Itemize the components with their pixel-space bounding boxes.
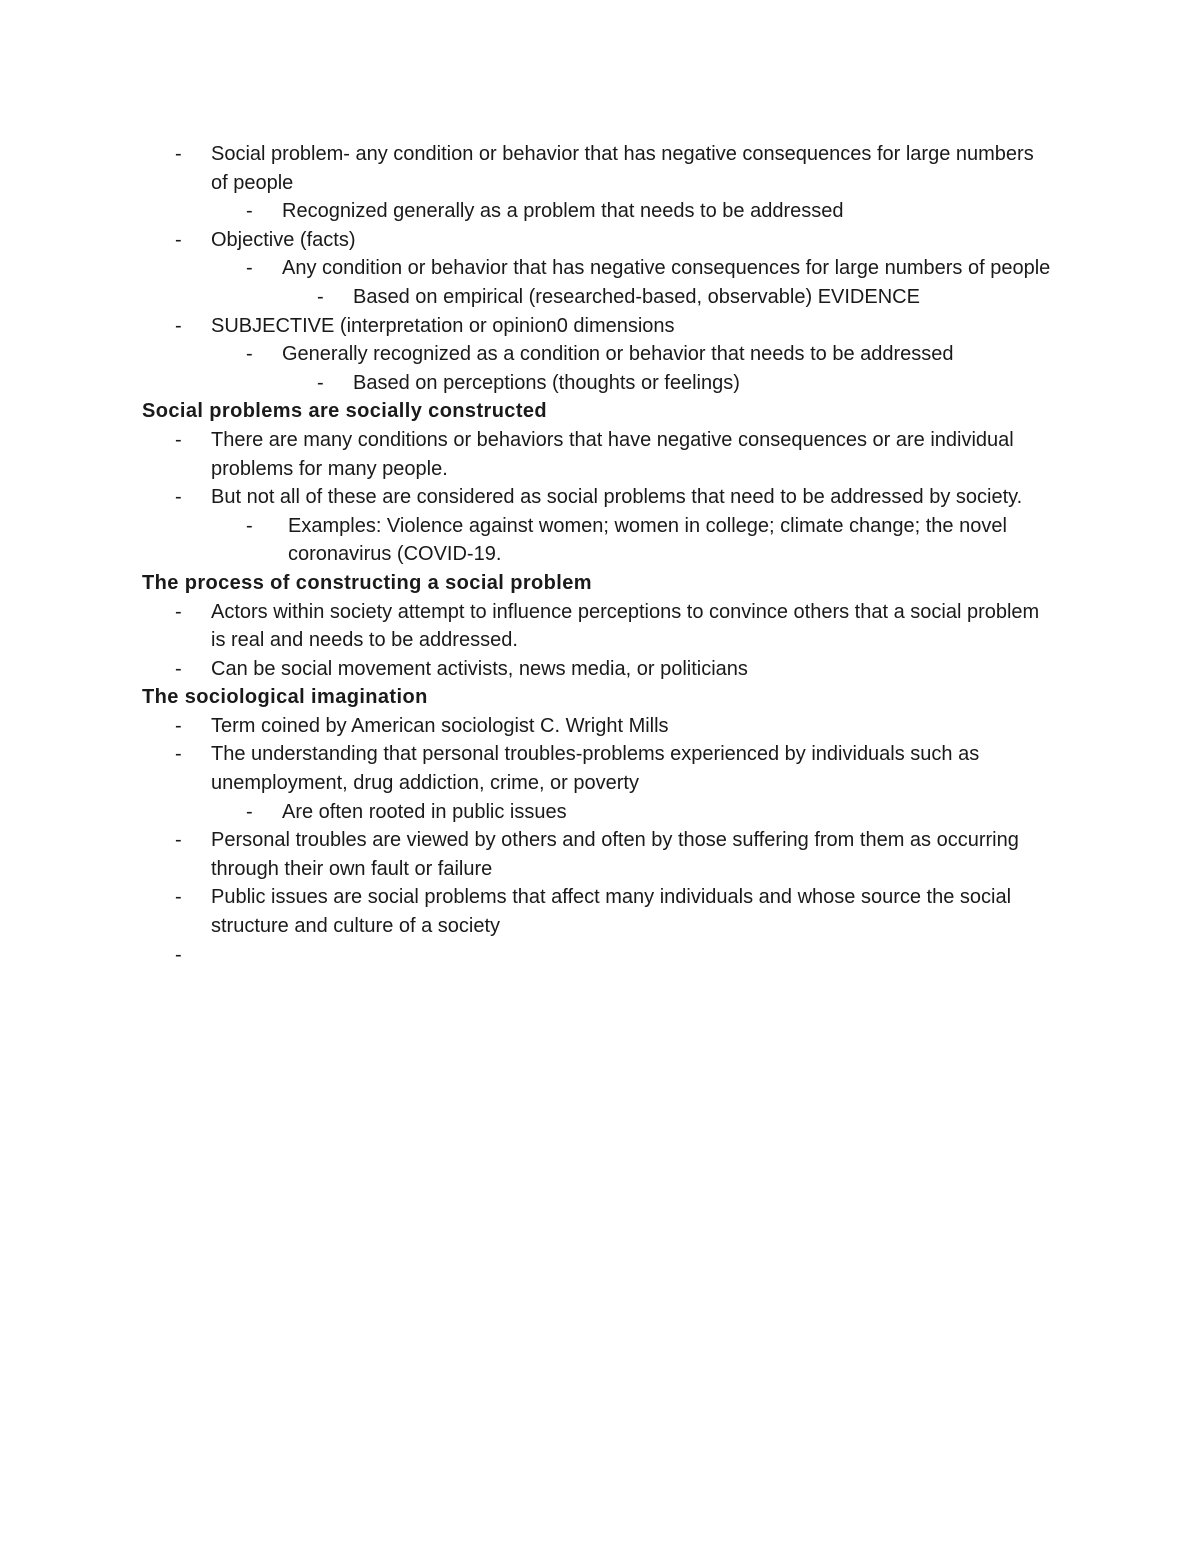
bullet-dash: - (175, 943, 182, 966)
section-heading: The process of constructing a social problem (142, 571, 592, 594)
list-item-text: Examples: Violence against women; women in college; climate change; the novel coronavirus (COVID-19. (288, 514, 1007, 566)
list-item-text: Are often rooted in public issues (282, 800, 567, 823)
list-item-text: Public issues are social problems that affect many individuals and whose source the social structure and culture of a society (211, 886, 1012, 938)
bullet-dash: - (175, 143, 182, 165)
bullet-dash: - (175, 428, 182, 451)
list-item (142, 254, 1052, 283)
list-item-text: Social problem- any condition or behavior that has negative consequences for large numbers of people (211, 143, 1034, 194)
bullet-dash: - (175, 886, 182, 909)
list-item (142, 512, 1052, 569)
list-item (142, 798, 1052, 827)
section-heading: The sociological imagination (142, 686, 428, 709)
list-item-text: Based on perceptions (thoughts or feelings) (353, 371, 740, 394)
list-item-text: Recognized generally as a problem that needs to be addressed (282, 200, 844, 223)
list-item (142, 655, 1052, 684)
list-item (142, 826, 1052, 883)
bullet-dash: - (175, 657, 182, 680)
list-item (142, 340, 1052, 369)
bullet-dash: - (246, 343, 253, 366)
list-item (142, 312, 1052, 341)
section-heading: Social problems are socially constructed (142, 400, 548, 423)
list-item (142, 140, 1052, 197)
list-item (142, 740, 1052, 797)
list-item-text: The understanding that personal troubles-problems experienced by individuals such as unemployment, drug addiction, crime, or poverty (211, 743, 980, 795)
list-item (142, 426, 1052, 483)
bullet-dash: - (175, 600, 182, 623)
list-item (142, 483, 1052, 512)
list-item-text: Personal troubles are viewed by others and often by those suffering from them as occurring through their own fault or failure (211, 829, 1019, 880)
bullet-dash: - (317, 285, 324, 308)
bullet-dash: - (246, 257, 253, 280)
list-item (142, 598, 1052, 655)
list-item-text: Any condition or behavior that has negative consequences for large numbers of people (282, 257, 1051, 280)
list-item-text: Actors within society attempt to influence perceptions to convince others that a social problem is real and needs to be addressed. (211, 600, 1040, 652)
bullet-dash: - (175, 714, 182, 737)
bullet-dash: - (317, 371, 324, 394)
list-item (142, 712, 1052, 741)
list-item (142, 283, 1052, 312)
bullet-dash: - (175, 314, 182, 337)
bullet-dash: - (246, 514, 253, 537)
list-item-text: Objective (facts) (211, 228, 356, 251)
bullet-dash: - (246, 800, 253, 823)
bullet-dash: - (246, 200, 253, 223)
bullet-dash: - (175, 228, 182, 251)
list-item-text: But not all of these are considered as social problems that need to be addressed by society. (211, 486, 1023, 509)
list-item-text: SUBJECTIVE (interpretation or opinion0 dimensions (211, 314, 675, 337)
bullet-dash: - (175, 486, 182, 509)
bullet-dash: - (175, 829, 182, 852)
list-item (142, 369, 1052, 398)
list-item (142, 197, 1052, 226)
list-item-text: There are many conditions or behaviors that have negative consequences or are individual problems for many people. (211, 428, 1014, 480)
document-body (142, 140, 1052, 969)
list-item-text: Generally recognized as a condition or behavior that needs to be addressed (282, 343, 954, 366)
list-item (142, 941, 1052, 970)
list-item (142, 226, 1052, 255)
list-item-text: Based on empirical (researched-based, observable) EVIDENCE (353, 285, 920, 308)
list-item-text: Can be social movement activists, news media, or politicians (211, 657, 748, 680)
list-item-text: Term coined by American sociologist C. Wright Mills (211, 714, 669, 737)
bullet-dash: - (175, 743, 182, 766)
list-item (142, 883, 1052, 940)
